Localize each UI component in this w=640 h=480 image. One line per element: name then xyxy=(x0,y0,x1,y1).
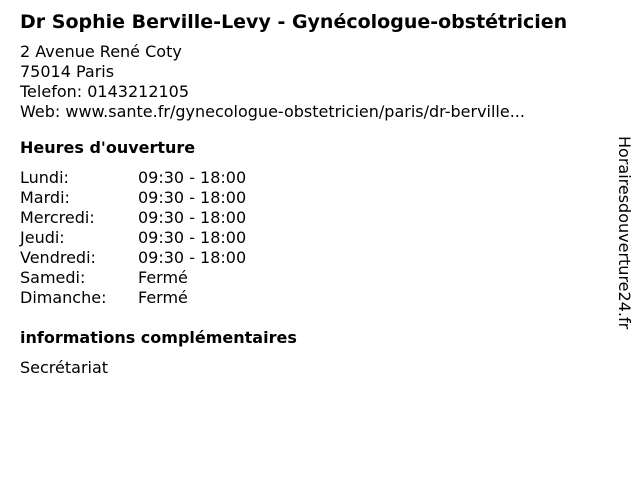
additional-info-text: Secrétariat xyxy=(20,358,109,377)
phone-line xyxy=(20,82,610,102)
hours-row-thursday xyxy=(20,228,610,248)
hours-value: 09:30 - 18:00 xyxy=(138,188,247,207)
hours-row-wednesday xyxy=(20,208,610,228)
hours-value: Fermé xyxy=(138,268,188,287)
phone-label: Telefon: xyxy=(20,82,83,101)
hours-row-tuesday xyxy=(20,188,610,208)
day-label: Dimanche: xyxy=(20,288,107,307)
hours-row-saturday xyxy=(20,268,610,288)
city-postcode: 75014 Paris xyxy=(20,62,115,81)
hours-value: 09:30 - 18:00 xyxy=(138,228,247,247)
day-label: Mercredi: xyxy=(20,208,95,227)
business-card xyxy=(20,8,610,378)
page-title: Dr Sophie Berville-Levy - Gynécologue-obstétricien xyxy=(20,11,568,33)
hours-value: Fermé xyxy=(138,288,188,307)
web-label: Web: xyxy=(20,102,61,121)
hours-value: 09:30 - 18:00 xyxy=(138,248,247,267)
day-label: Vendredi: xyxy=(20,248,96,267)
site-watermark: Horairesdouverture24.fr xyxy=(615,136,634,330)
hours-value: 09:30 - 18:00 xyxy=(138,208,247,227)
day-label: Jeudi: xyxy=(20,228,65,247)
hours-value: 09:30 - 18:00 xyxy=(138,168,247,187)
hours-row-monday xyxy=(20,168,610,188)
hours-row-sunday xyxy=(20,288,610,308)
hours-row-friday xyxy=(20,248,610,268)
day-label: Lundi: xyxy=(20,168,69,187)
opening-hours-heading: Heures d'ouverture xyxy=(20,138,196,157)
phone-number[interactable]: 0143212105 xyxy=(87,82,190,101)
web-line xyxy=(20,102,610,122)
day-label: Samedi: xyxy=(20,268,86,287)
address-block xyxy=(20,42,610,122)
opening-hours-table xyxy=(20,168,610,308)
website-link[interactable]: www.sante.fr/gynecologue-obstetricien/paris/dr-berville... xyxy=(65,102,525,121)
day-label: Mardi: xyxy=(20,188,70,207)
street-address: 2 Avenue René Coty xyxy=(20,42,182,61)
additional-info-heading: informations complémentaires xyxy=(20,328,297,347)
